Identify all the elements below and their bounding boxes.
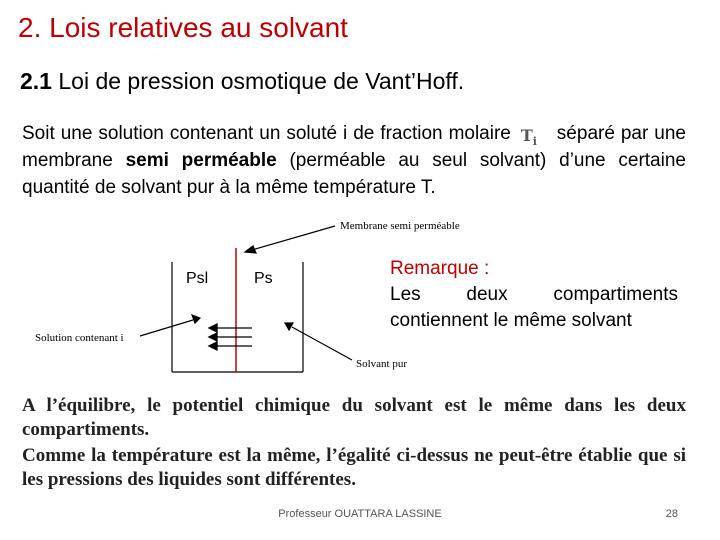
flow-arrows [209, 324, 252, 350]
mole-fraction-subscript: i [532, 135, 537, 149]
solution-label: Solution contenant i [35, 332, 124, 344]
remark-line-1: Les deux compartiments [390, 284, 678, 305]
intro-text-3: (perméable au seul solvant) d’une certaine quantité de solvant pur à la même température T. [22, 150, 686, 198]
psl-label: Psl [186, 270, 209, 287]
intro-text-2: séparé par une membrane [22, 123, 686, 171]
section-number: 2.1 [20, 68, 52, 94]
slide-title: 2. Lois relatives au solvant [18, 12, 348, 43]
mole-fraction-letter: T [520, 125, 533, 145]
remark-box [390, 256, 678, 334]
intro-text-1: Soit une solution contenant un soluté i de fraction molaire [22, 123, 517, 144]
section-heading: Loi de pression osmotique de Vant’Hoff. [58, 68, 465, 94]
equilibrium-paragraph-1: A l’équilibre, le potentiel chimique du solvant est le même dans les deux compartiments. [22, 395, 686, 440]
remark-line-2: contiennent le même solvant [390, 310, 632, 331]
solvant-label: Solvant pur [356, 358, 408, 370]
ps-label: Ps [254, 270, 273, 287]
remark-title: Remarque : [390, 258, 490, 279]
page-number: 28 [665, 508, 678, 520]
equilibrium-paragraph-2: Comme la température est la même, l’égalité ci-dessus ne peut-être établie que si les pressions des liquides sont différentes. [22, 445, 686, 490]
membrane-pointer [245, 226, 335, 253]
solvant-pointer [285, 323, 352, 360]
solution-pointer [140, 315, 200, 336]
membrane-label: Membrane semi perméable [340, 220, 460, 232]
footer-author: Professeur OUATTARA LASSINE [278, 508, 442, 520]
intro-bold-text: semi perméable [125, 150, 277, 171]
